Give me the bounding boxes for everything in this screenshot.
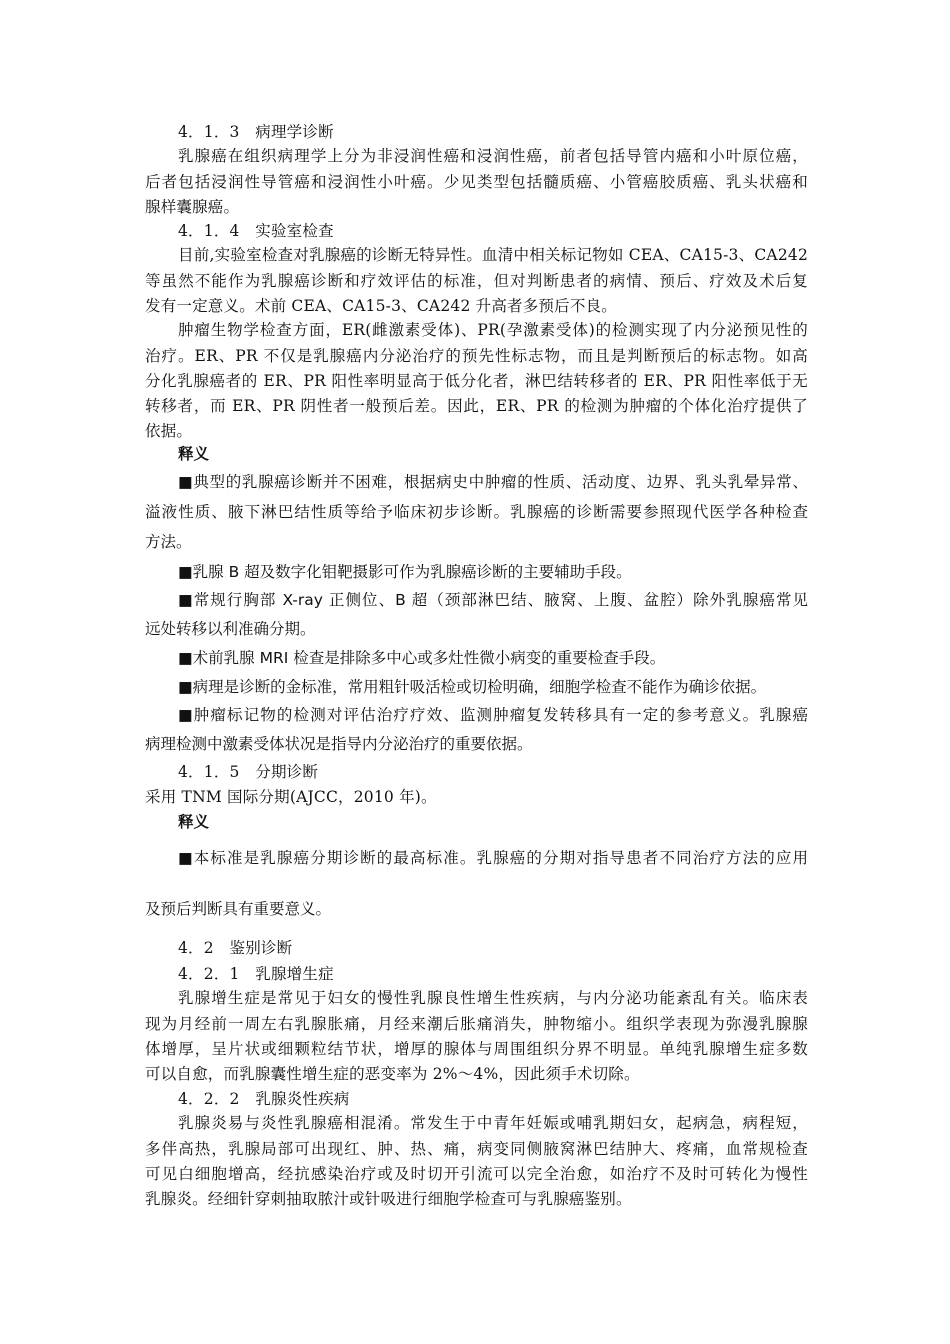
annotation-bullet: ■乳腺 B 超及数字化钼靶摄影可作为乳腺癌诊断的主要辅助手段。 bbox=[178, 563, 632, 581]
paragraph-line: 发有一定意义。术前 CEA、CA15-3、CA242 升高者多预后不良。 bbox=[145, 297, 617, 315]
annotation-bullet-line: 远处转移以利准确分期。 bbox=[145, 620, 316, 638]
annotation-title: 释义 bbox=[178, 813, 210, 831]
paragraph-line: 目前,实验室检查对乳腺癌的诊断无特异性。血清中相关标记物如 CEA、CA15-3、CA242 bbox=[178, 246, 808, 264]
paragraph-line: 治疗。ER、PR 不仅是乳腺癌内分泌治疗的预先性标志物，而且是判断预后的标志物。如高 bbox=[145, 347, 808, 365]
paragraph-line: 多伴高热，乳腺局部可出现红、肿、热、痛，病变同侧腋窝淋巴结肿大、疼痛，血常规检查 bbox=[145, 1140, 808, 1158]
annotation-bullet-line: 及预后判断具有重要意义。 bbox=[145, 900, 332, 918]
annotation-bullet-line: 病理检测中激素受体状况是指导内分泌治疗的重要依据。 bbox=[145, 735, 533, 753]
paragraph-line: 肿瘤生物学检查方面，ER(雌激素受体)、PR(孕激素受体)的检测实现了内分泌预见性的 bbox=[178, 321, 808, 339]
section-heading-4-1-5: 4．1．5 分期诊断 bbox=[178, 763, 319, 781]
annotation-bullet: ■术前乳腺 MRI 检查是排除多中心或多灶性微小病变的重要检查手段。 bbox=[178, 649, 666, 667]
paragraph-line: 乳腺癌在组织病理学上分为非浸润性癌和浸润性癌，前者包括导管内癌和小叶原位癌， bbox=[178, 147, 808, 165]
annotation-bullet: ■本标准是乳腺癌分期诊断的最高标准。乳腺癌的分期对指导患者不同治疗方法的应用 bbox=[178, 849, 808, 867]
paragraph-line: 乳腺炎易与炎性乳腺癌相混淆。常发生于中青年妊娠或哺乳期妇女，起病急，病程短， bbox=[178, 1114, 808, 1132]
section-heading-4-2-2: 4．2．2 乳腺炎性疾病 bbox=[178, 1090, 350, 1108]
section-heading-4-2-1: 4．2．1 乳腺增生症 bbox=[178, 965, 334, 983]
annotation-bullet: ■常规行胸部 X-ray 正侧位、B 超（颈部淋巴结、腋窝、上腹、盆腔）除外乳腺癌常见 bbox=[178, 591, 808, 609]
annotation-title: 释义 bbox=[178, 445, 210, 463]
paragraph-line: 分化乳腺癌者的 ER、PR 阳性率明显高于低分化者，淋巴结转移者的 ER、PR 阳性率低于无 bbox=[145, 372, 808, 390]
paragraph-line: 依据。 bbox=[145, 422, 193, 440]
paragraph-line: 乳腺炎。经细针穿刺抽取脓汁或针吸进行细胞学检查可与乳腺癌鉴别。 bbox=[145, 1190, 632, 1208]
paragraph-line: 腺样囊腺癌。 bbox=[145, 198, 240, 216]
annotation-bullet: ■病理是诊断的金标准，常用粗针吸活检或切检明确，细胞学检查不能作为确诊依据。 bbox=[178, 678, 767, 696]
paragraph-line: 现为月经前一周左右乳腺胀痛，月经来潮后胀痛消失，肿物缩小。组织学表现为弥漫乳腺腺 bbox=[145, 1015, 808, 1033]
paragraph-line: 转移者，而 ER、PR 阴性者一般预后差。因此，ER、PR 的检测为肿瘤的个体化治疗提供了 bbox=[145, 397, 808, 415]
paragraph-line: 后者包括浸润性导管癌和浸润性小叶癌。少见类型包括髓质癌、小管癌胶质癌、乳头状癌和 bbox=[145, 173, 808, 191]
paragraph-line: 可见白细胞增高，经抗感染治疗或及时切开引流可以完全治愈，如治疗不及时可转化为慢性 bbox=[145, 1165, 808, 1183]
paragraph-line: 采用 TNM 国际分期(AJCC，2010 年)。 bbox=[145, 788, 437, 806]
annotation-bullet-line: 方法。 bbox=[145, 533, 192, 551]
annotation-bullet: ■典型的乳腺癌诊断并不困难，根据病史中肿瘤的性质、活动度、边界、乳头乳晕异常、 bbox=[178, 473, 808, 491]
section-heading-4-1-3: 4．1．3 病理学诊断 bbox=[178, 123, 334, 141]
paragraph-line: 可以自愈，而乳腺囊性增生症的恶变率为 2%～4%，因此须手术切除。 bbox=[145, 1065, 640, 1083]
paragraph-line: 等虽然不能作为乳腺癌诊断和疗效评估的标准，但对判断患者的病情、预后、疗效及术后复 bbox=[145, 272, 808, 290]
section-heading-4-1-4: 4．1．4 实验室检查 bbox=[178, 222, 334, 240]
paragraph-line: 乳腺增生症是常见于妇女的慢性乳腺良性增生性疾病，与内分泌功能紊乱有关。临床表 bbox=[178, 989, 808, 1007]
annotation-bullet-line: 溢液性质、腋下淋巴结性质等给予临床初步诊断。乳腺癌的诊断需要参照现代医学各种检查 bbox=[145, 503, 808, 521]
section-heading-4-2: 4．2 鉴别诊断 bbox=[178, 939, 293, 957]
paragraph-line: 体增厚，呈片状或细颗粒结节状，增厚的腺体与周围组织分界不明显。单纯乳腺增生症多数 bbox=[145, 1040, 808, 1058]
annotation-bullet: ■肿瘤标记物的检测对评估治疗疗效、监测肿瘤复发转移具有一定的参考意义。乳腺癌 bbox=[178, 706, 808, 724]
